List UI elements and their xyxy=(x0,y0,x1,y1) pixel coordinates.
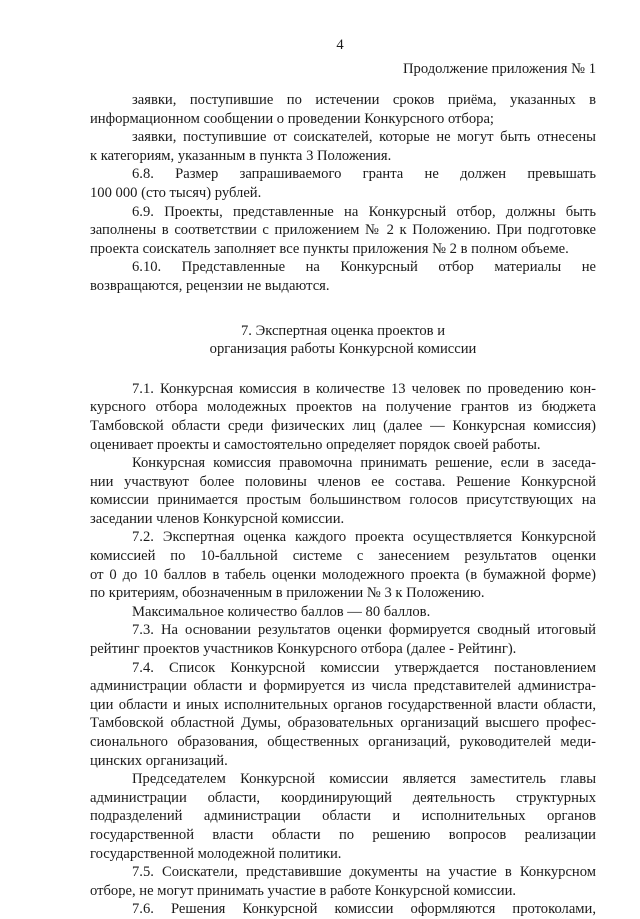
text-line: по критериям, обозначенным в приложении № 3 к Положению. xyxy=(90,585,485,602)
page-number: 4 xyxy=(336,37,344,53)
text-line: подразделений администрации области и исполнительных органов xyxy=(90,808,596,825)
text-line: от 0 до 10 баллов в табель оценки молодежного проекта (в бумажной форме) xyxy=(90,566,596,583)
text-line: комиссии принимается простым большинством голосов присутствующих на xyxy=(90,492,596,509)
document-body xyxy=(90,91,596,919)
text-line: 7.4. Список Конкурсной комиссии утверждается постановлением xyxy=(132,659,596,676)
section-title-line: организация работы Конкурсной комиссии xyxy=(209,341,477,358)
text-line: 6.10. Представленные на Конкурсный отбор материалы не xyxy=(132,259,596,276)
text-line: 100 000 (сто тысяч) рублей. xyxy=(90,184,262,201)
paragraph-max-score xyxy=(90,603,596,622)
paragraph-late-applications xyxy=(90,91,596,128)
text-line: 7.3. На основании результатов оценки формируется сводный итоговый xyxy=(132,622,596,639)
text-line: рейтинг проектов участников Конкурсного отбора (далее - Рейтинг). xyxy=(90,641,517,658)
text-line: Максимальное количество баллов — 80 баллов. xyxy=(132,603,431,620)
paragraph-7-2 xyxy=(90,528,596,602)
text-line: оценивает проекты и самостоятельно определяет порядок своей работы. xyxy=(90,436,541,453)
text-line: администрации области и формируется из числа представителей администра- xyxy=(90,678,596,695)
text-line: проекта соискатель заполняет все пункты приложения № 2 в полном объеме. xyxy=(90,240,569,257)
text-line: государственной власти области по решению вопросов реализации xyxy=(90,826,596,843)
paragraph-7-6 xyxy=(90,900,596,919)
text-line: 6.8. Размер запрашиваемого гранта не должен превышать xyxy=(132,166,596,183)
text-line: 7.1. Конкурсная комиссия в количестве 13 человек по проведению кон- xyxy=(132,380,596,397)
text-line: Тамбовской области среди физических лиц (далее — Конкурсная комиссия) xyxy=(90,417,596,434)
paragraph-7-1 xyxy=(90,380,596,454)
paragraph-7-4 xyxy=(90,659,596,771)
paragraph-6-10 xyxy=(90,258,596,295)
paragraph-quorum xyxy=(90,454,596,528)
text-line: возвращаются, рецензии не выдаются. xyxy=(90,277,330,294)
text-line: курсного отбора молодежных проектов на получение грантов из бюджета xyxy=(90,399,596,416)
paragraph-6-8 xyxy=(90,165,596,202)
paragraph-6-9 xyxy=(90,203,596,259)
text-line: комиссией по 10-балльной системе с занесением результатов оценки xyxy=(90,548,596,565)
paragraph-category-applications xyxy=(90,128,596,165)
section-7-heading xyxy=(90,322,596,359)
text-line: государственной молодежной политики. xyxy=(90,845,342,862)
text-line: нии участвуют более половины членов ее состава. Решение Конкурсной xyxy=(90,473,596,490)
text-line: сионального образования, общественных организаций, руководителей меди- xyxy=(90,734,596,750)
paragraph-chairman xyxy=(90,770,596,863)
text-line: 7.6. Решения Конкурсной комиссии оформляются протоколами, xyxy=(132,901,596,918)
text-line: цинских организаций. xyxy=(90,752,228,769)
text-line: Конкурсная комиссия правомочна принимать решение, если в заседа- xyxy=(132,455,596,472)
text-line: Тамбовской областной Думы, образовательных организаций высшего профес- xyxy=(90,715,596,732)
text-line: информационном сообщении о проведении Конкурсного отбора; xyxy=(90,110,494,127)
text-line: ции области и иных исполнительных органов государственной власти области, xyxy=(90,696,596,713)
text-line: отборе, не могут принимать участие в работе Конкурсной комиссии. xyxy=(90,882,517,899)
paragraph-7-3 xyxy=(90,621,596,658)
text-line: 7.2. Экспертная оценка каждого проекта осуществляется Конкурсной xyxy=(132,529,596,546)
paragraph-7-5 xyxy=(90,863,596,900)
text-line: заявки, поступившие по истечении сроков приёма, указанных в xyxy=(132,92,596,108)
text-line: заявки, поступившие от соискателей, которые не могут быть отнесены xyxy=(132,129,596,146)
section-title-line: 7. Экспертная оценка проектов и xyxy=(240,322,446,339)
text-line: 6.9. Проекты, представленные на Конкурсный отбор, должны быть xyxy=(132,203,596,220)
text-line: администрации области, координирующий деятельность структурных xyxy=(90,789,596,806)
text-line: 7.5. Соискатели, представившие документы на участие в Конкурсном xyxy=(132,864,596,881)
text-line: заседании членов Конкурсной комиссии. xyxy=(90,510,345,527)
appendix-continuation-label: Продолжение приложения № 1 xyxy=(403,61,596,77)
text-line: Председателем Конкурсной комиссии является заместитель главы xyxy=(132,771,596,788)
text-line: к категориям, указанным в пункта 3 Положения. xyxy=(90,147,392,164)
text-line: заполнены в соответствии с приложением № 2 к Положению. При подготовке xyxy=(90,222,596,239)
